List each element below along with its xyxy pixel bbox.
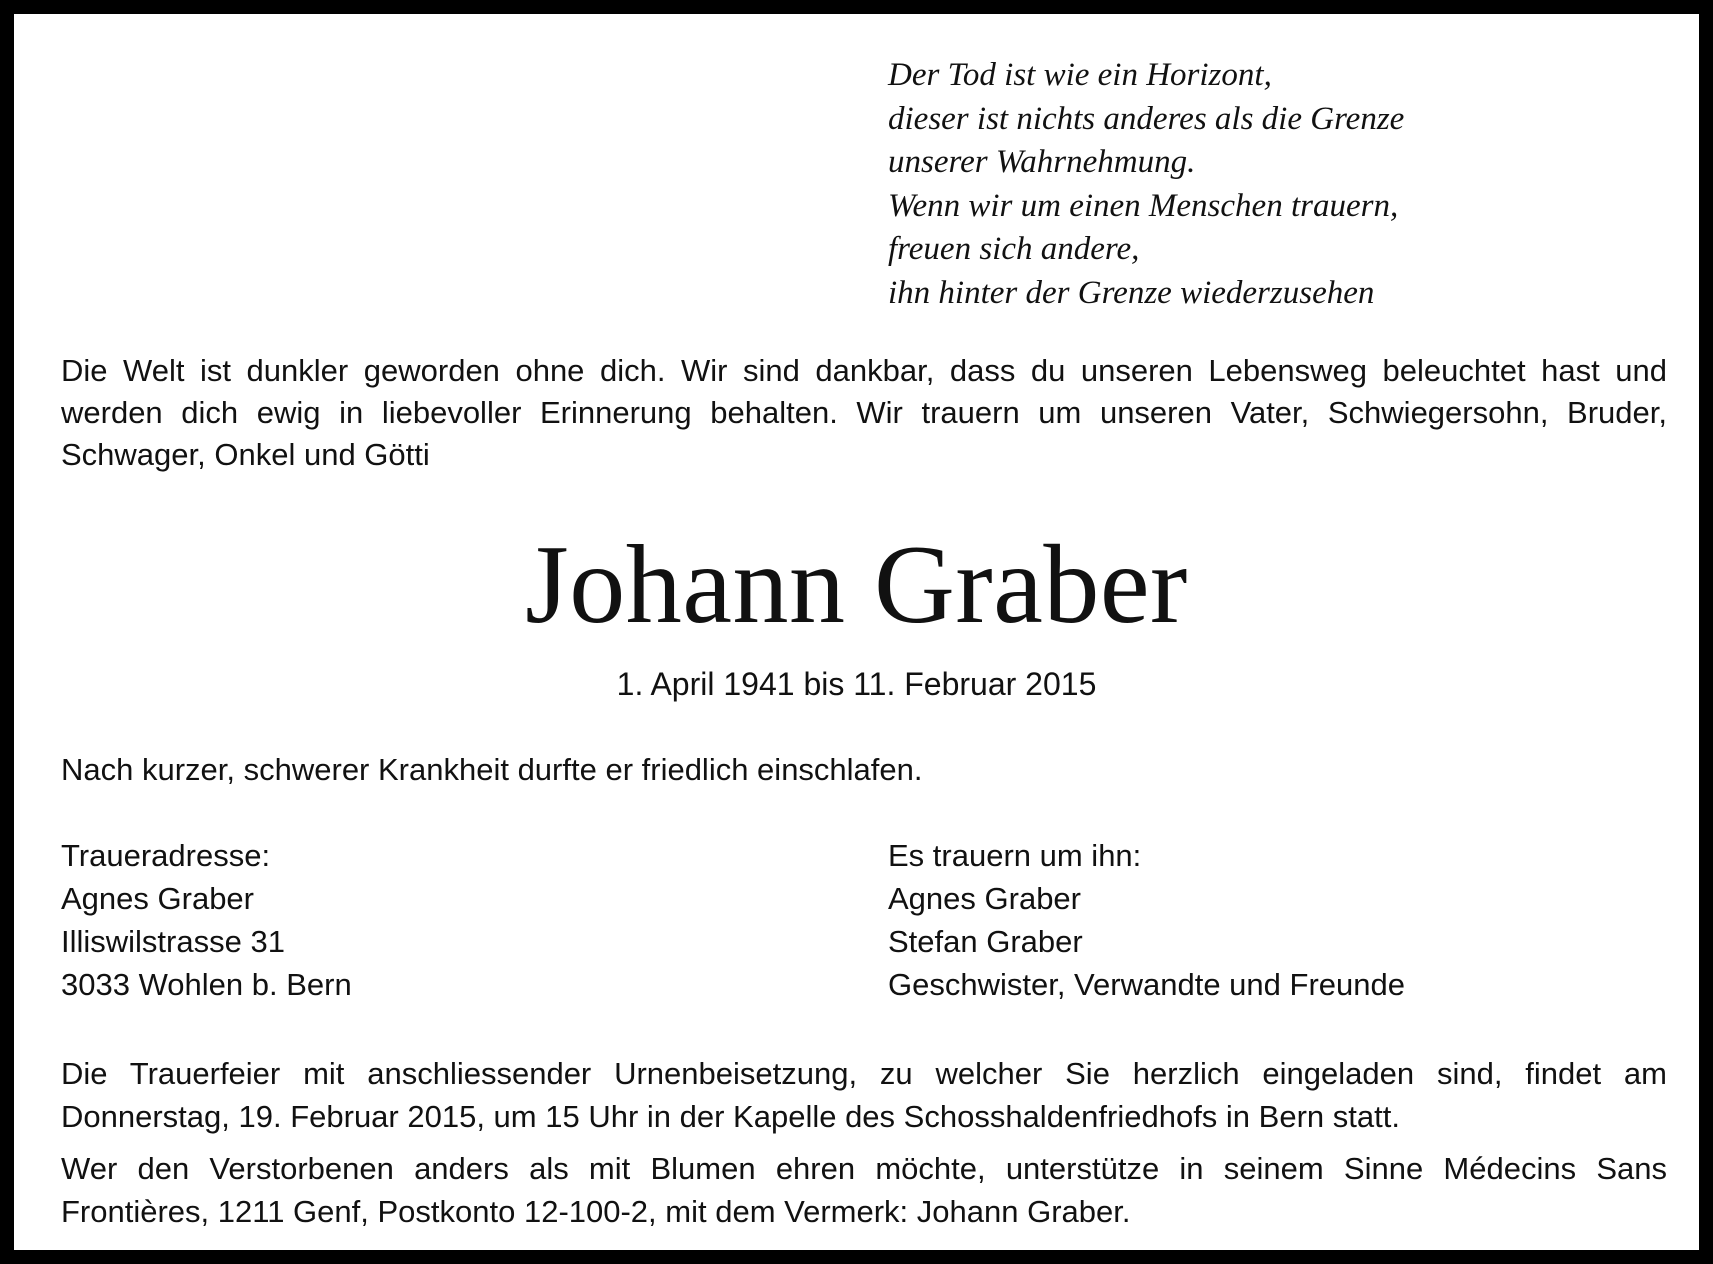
intro-line: werden dich ewig in liebevoller Erinnerung behalten. Wir trauern um unseren Vater, Schwiegersohn, Bruder, [61, 395, 1667, 430]
address-line: Illiswilstrasse 31 [61, 924, 285, 959]
ceremony-line: Donnerstag, 19. Februar 2015, um 15 Uhr in der Kapelle des Schosshaldenfriedhofs in Bern statt. [61, 1099, 1400, 1134]
address-line: Agnes Graber [61, 881, 254, 916]
poem-line: unserer Wahrnehmung. [888, 144, 1196, 180]
life-dates: 1. April 1941 bis 11. Februar 2015 [616, 666, 1097, 702]
donation-line: Wer den Verstorbenen anders als mit Blumen ehren möchte, unterstütze in seinem Sinne Médecins Sans [61, 1151, 1667, 1186]
passing-note: Nach kurzer, schwerer Krankheit durfte er friedlich einschlafen. [61, 752, 923, 787]
ceremony-line: Die Trauerfeier mit anschliessender Urnenbeisetzung, zu welcher Sie herzlich eingeladen sind, findet am [61, 1056, 1667, 1091]
mourner-name: Agnes Graber [888, 881, 1081, 916]
ceremony-paragraph [61, 1052, 1667, 1138]
poem-line: Der Tod ist wie ein Horizont, [888, 57, 1272, 93]
address-line: 3033 Wohlen b. Bern [61, 967, 352, 1002]
poem-line: ihn hinter der Grenze wiederzusehen [888, 274, 1375, 311]
deceased-name: Johann Graber [525, 523, 1188, 647]
intro-line: Schwager, Onkel und Götti [61, 437, 430, 472]
mourners-heading: Es trauern um ihn: [888, 838, 1142, 873]
poem [888, 54, 1668, 315]
mourner-name: Geschwister, Verwandte und Freunde [888, 967, 1405, 1002]
mourner-name: Stefan Graber [888, 924, 1083, 959]
donation-line: Frontières, 1211 Genf, Postkonto 12-100-2, mit dem Vermerk: Johann Graber. [61, 1194, 1131, 1229]
poem-line: dieser ist nichts anderes als die Grenze [888, 100, 1405, 137]
donation-paragraph [61, 1147, 1667, 1233]
intro-line: Die Welt ist dunkler geworden ohne dich. Wir sind dankbar, dass du unseren Lebensweg beleuchtet hast und [61, 353, 1667, 388]
address-heading: Traueradresse: [61, 838, 271, 873]
intro-paragraph [61, 350, 1667, 476]
mourning-address [61, 834, 352, 1006]
obituary-card [14, 14, 1699, 1250]
poem-line: freuen sich andere, [888, 231, 1140, 267]
mourners-list [888, 834, 1405, 1006]
poem-line: Wenn wir um einen Menschen trauern, [888, 187, 1399, 224]
